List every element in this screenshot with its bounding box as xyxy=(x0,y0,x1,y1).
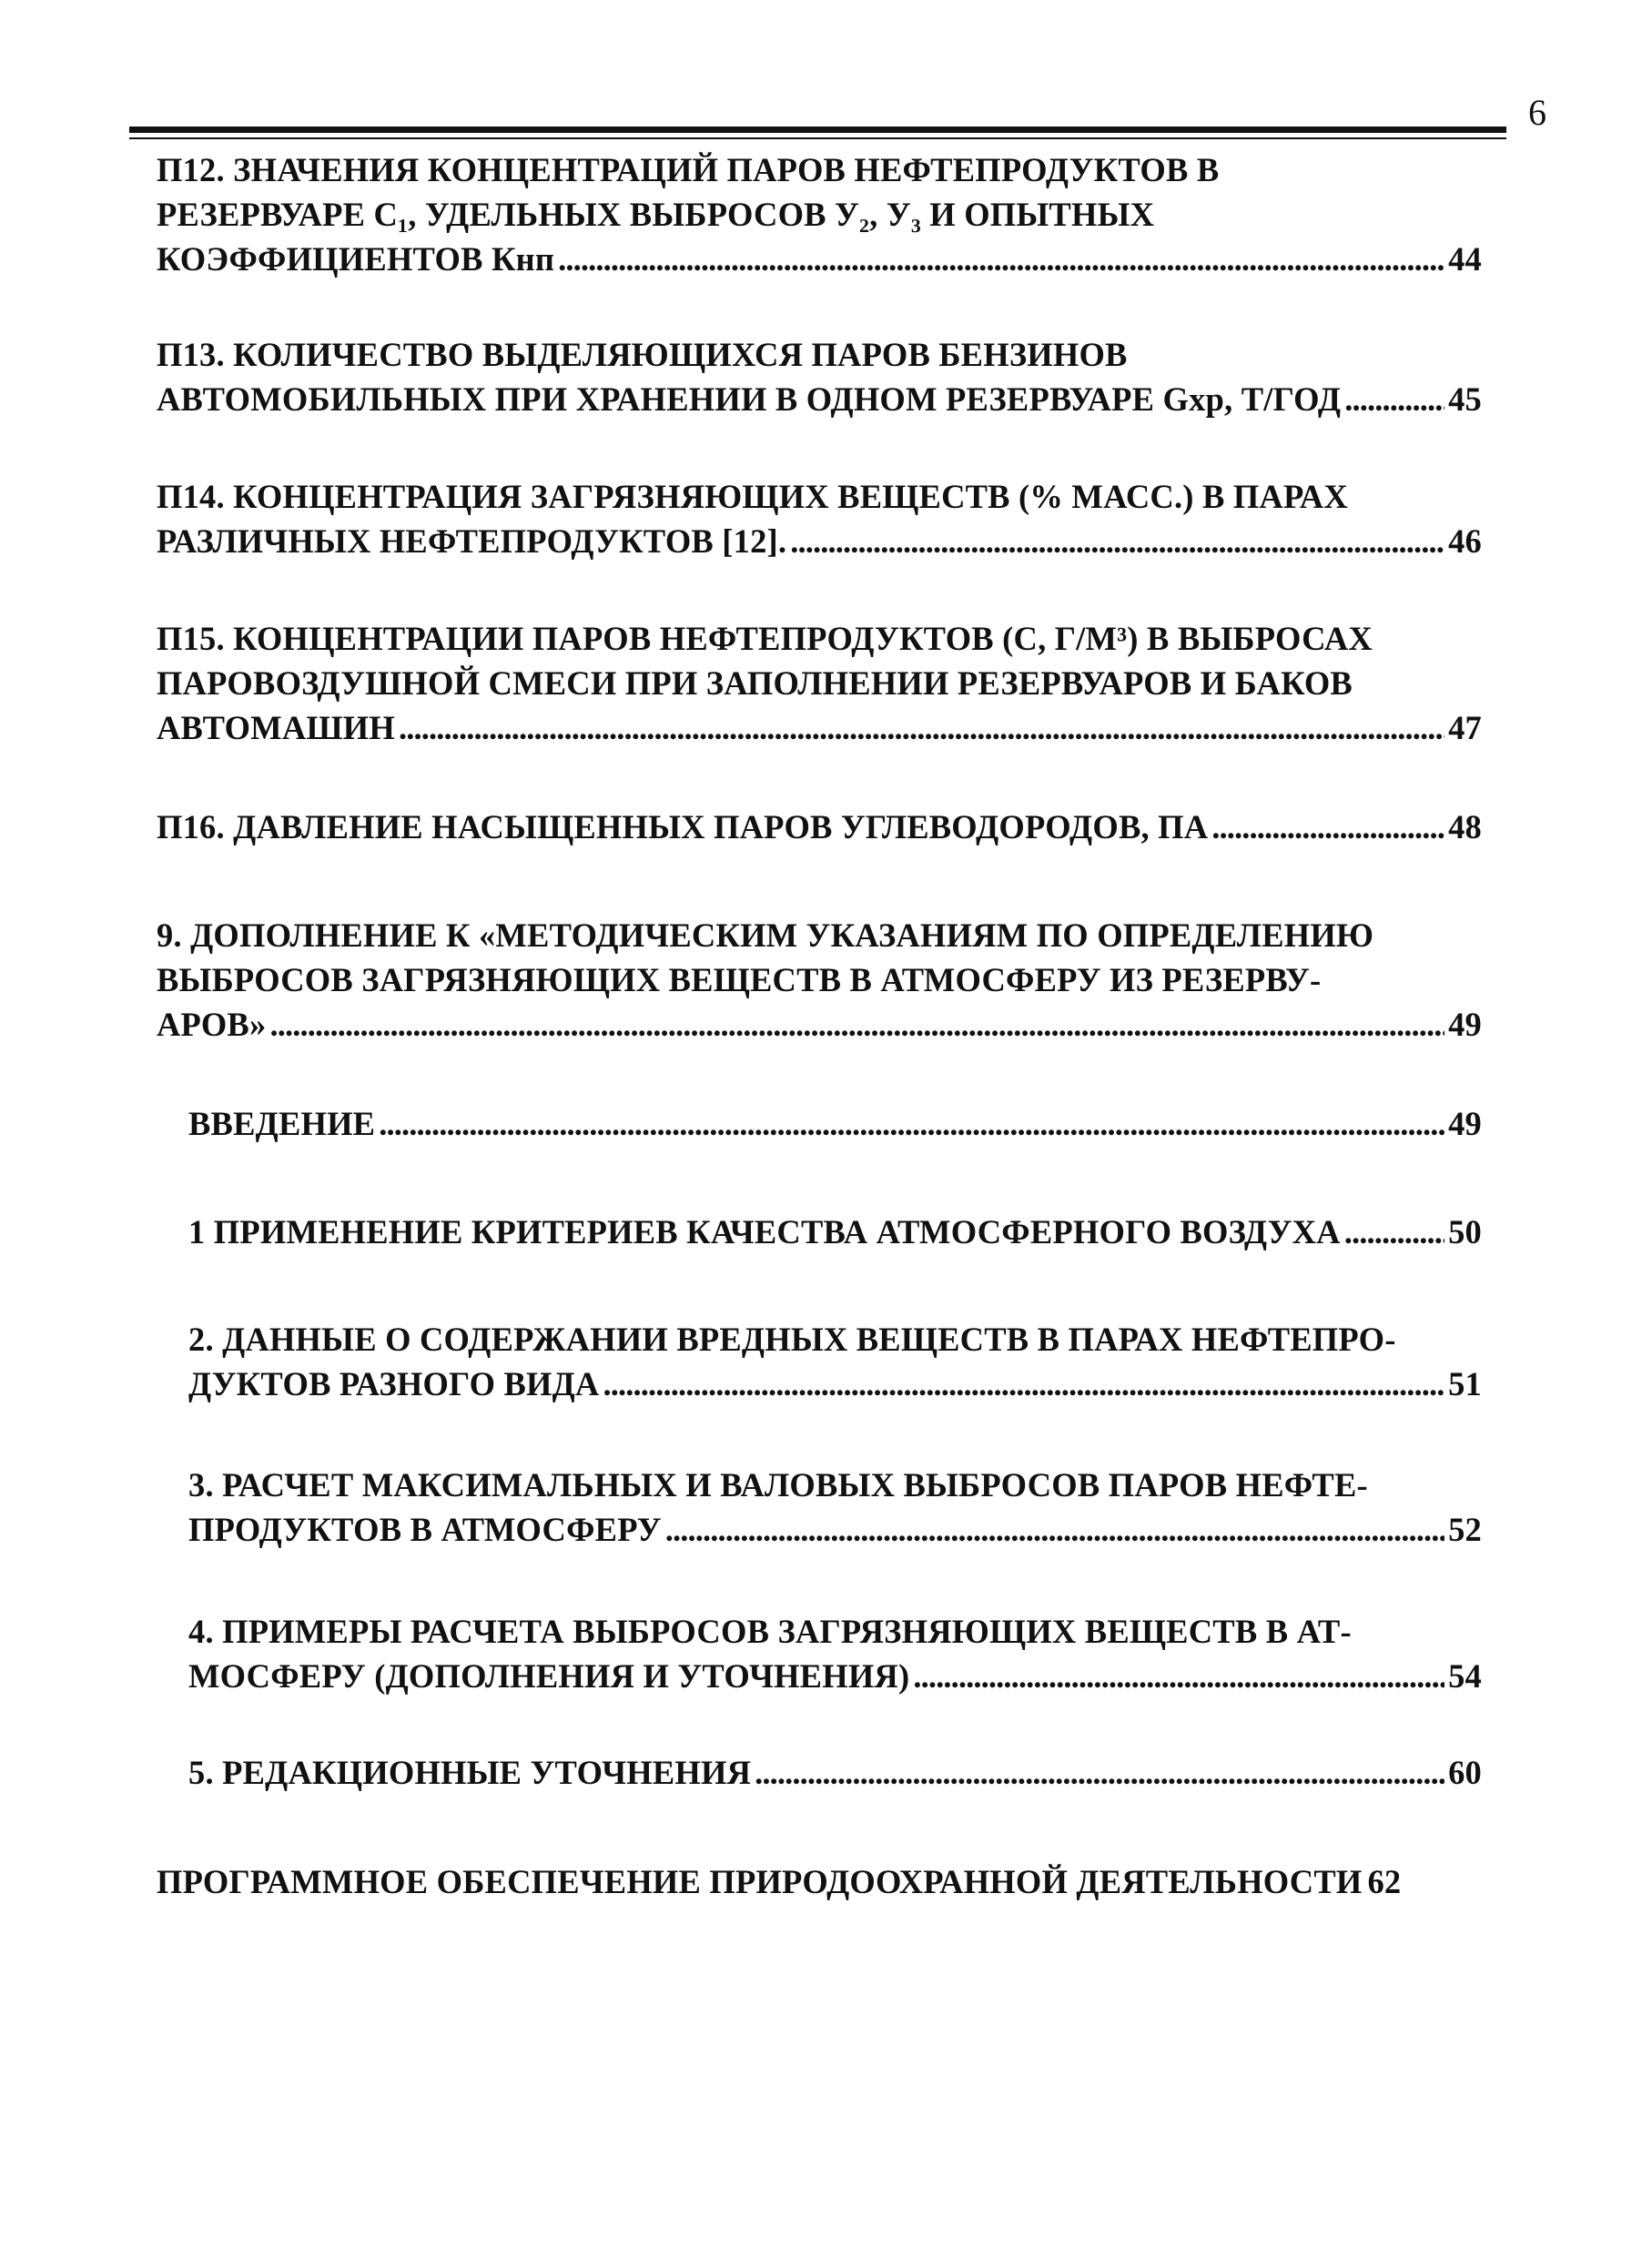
toc-entry-text: 9. ДОПОЛНЕНИЕ К «МЕТОДИЧЕСКИМ УКАЗАНИЯМ ПО ОПРЕДЕЛЕНИЮ xyxy=(157,916,1374,954)
toc-entry-last-line xyxy=(188,1362,1482,1406)
toc-page-number: 51 xyxy=(1448,1365,1482,1402)
dot-leader xyxy=(790,519,1444,563)
toc-entry-text: 5. РЕДАКЦИОННЫЕ УТОЧНЕНИЯ xyxy=(188,1754,752,1791)
toc-entry-text: 4. ПРИМЕРЫ РАСЧЕТА ВЫБРОСОВ ЗАГРЯЗНЯЮЩИХ ВЕЩЕСТВ В АТ- xyxy=(188,1613,1352,1650)
toc-entry-last-line xyxy=(188,1210,1482,1254)
toc-page-number: 44 xyxy=(1448,240,1482,278)
toc-page-number: 48 xyxy=(1448,808,1482,845)
toc-entry-text: ПРОГРАММНОЕ ОБЕСПЕЧЕНИЕ ПРИРОДООХРАННОЙ ДЕЯТЕЛЬНОСТИ xyxy=(157,1863,1363,1900)
toc-entry-last-line xyxy=(157,377,1482,421)
dot-leader xyxy=(399,705,1444,750)
dot-leader xyxy=(1344,377,1444,421)
toc-entry-5[interactable] xyxy=(188,1750,1482,1795)
toc-entry-last-line xyxy=(157,1859,1482,1904)
toc-entry-text: РЕЗЕРВУАРЕ С₁, УДЕЛЬНЫХ ВЫБРОСОВ У₂, У₃ И ОПЫТНЫХ xyxy=(157,196,1155,233)
toc-entry-text: 1 ПРИМЕНЕНИЕ КРИТЕРИЕВ КАЧЕСТВА АТМОСФЕРНОГО ВОЗДУХА xyxy=(188,1213,1341,1250)
toc-entry-1[interactable] xyxy=(188,1210,1482,1254)
toc-entry-text: ВЫБРОСОВ ЗАГРЯЗНЯЮЩИХ ВЕЩЕСТВ В АТМОСФЕРУ ИЗ РЕЗЕРВУ- xyxy=(157,961,1322,998)
dot-leader xyxy=(558,237,1444,281)
toc-entry-last-line xyxy=(157,237,1482,281)
toc-entry-text: П13. КОЛИЧЕСТВО ВЫДЕЛЯЮЩИХСЯ ПАРОВ БЕНЗИНОВ xyxy=(157,336,1128,373)
toc-entry-text: АРОВ» xyxy=(157,1006,267,1043)
toc-entry-text: РАЗЛИЧНЫХ НЕФТЕПРОДУКТОВ [12]. xyxy=(157,522,787,560)
toc-entry-p13[interactable] xyxy=(157,332,1482,421)
toc-entry-software[interactable] xyxy=(157,1859,1482,1904)
dot-leader xyxy=(665,1507,1444,1552)
toc-entry-3[interactable] xyxy=(188,1463,1482,1552)
toc-page-number: 52 xyxy=(1448,1511,1482,1548)
toc-entry-text: КОЭФФИЦИЕНТОВ Кнп xyxy=(157,240,555,278)
header-rule xyxy=(129,127,1506,133)
toc-page-number: 47 xyxy=(1448,709,1482,746)
toc-entry-p15[interactable] xyxy=(157,616,1482,750)
toc-entry-text: АВТОМАШИН xyxy=(157,709,395,746)
toc-entry-last-line xyxy=(188,1101,1482,1146)
toc-entry-last-line xyxy=(157,705,1482,750)
header-rule-thin xyxy=(129,137,1506,139)
toc-page-number: 62 xyxy=(1367,1863,1402,1900)
toc-entry-text: 3. РАСЧЕТ МАКСИМАЛЬНЫХ И ВАЛОВЫХ ВЫБРОСОВ ПАРОВ НЕФТЕ- xyxy=(188,1466,1368,1504)
dot-leader xyxy=(755,1750,1444,1795)
toc-page-number: 49 xyxy=(1448,1105,1482,1142)
toc-page-number: 46 xyxy=(1448,522,1482,560)
toc-entry-text: ДУКТОВ РАЗНОГО ВИДА xyxy=(188,1365,600,1402)
toc-page-number: 49 xyxy=(1448,1006,1482,1043)
dot-leader xyxy=(379,1101,1444,1146)
toc-entry-text: ПРОДУКТОВ В АТМОСФЕРУ xyxy=(188,1511,662,1548)
toc-entry-last-line xyxy=(188,1750,1482,1795)
toc-entry-4[interactable] xyxy=(188,1609,1482,1698)
toc-entry-last-line xyxy=(188,1654,1482,1698)
toc-entry-last-line xyxy=(188,1507,1482,1552)
toc-page-number: 50 xyxy=(1448,1213,1482,1250)
dot-leader xyxy=(913,1654,1444,1698)
dot-leader xyxy=(269,1002,1444,1047)
toc-entry-2[interactable] xyxy=(188,1317,1482,1406)
toc-entry-last-line xyxy=(157,805,1482,849)
toc-entry-text: ВВЕДЕНИЕ xyxy=(188,1105,376,1142)
toc-page-number: 45 xyxy=(1448,380,1482,418)
page-number: 6 xyxy=(1528,92,1546,133)
toc-entry-p14[interactable] xyxy=(157,474,1482,563)
toc-entry-last-line xyxy=(157,519,1482,563)
toc-entry-section-9[interactable] xyxy=(157,913,1482,1047)
toc-entry-text: П15. КОНЦЕНТРАЦИИ ПАРОВ НЕФТЕПРОДУКТОВ (С, Г/М³) В ВЫБРОСАХ xyxy=(157,620,1373,657)
toc-entry-introduction[interactable] xyxy=(188,1101,1482,1146)
toc-page-number: 60 xyxy=(1448,1754,1482,1791)
dot-leader xyxy=(603,1362,1445,1406)
toc-entry-text: МОСФЕРУ (ДОПОЛНЕНИЯ И УТОЧНЕНИЯ) xyxy=(188,1657,910,1695)
toc-page-number: 54 xyxy=(1448,1657,1482,1695)
dot-leader xyxy=(1211,805,1444,849)
dot-leader xyxy=(1344,1210,1444,1254)
toc-entry-text: 2. ДАННЫЕ О СОДЕРЖАНИИ ВРЕДНЫХ ВЕЩЕСТВ В ПАРАХ НЕФТЕПРО- xyxy=(188,1321,1396,1358)
toc-entry-text: ПАРОВОЗДУШНОЙ СМЕСИ ПРИ ЗАПОЛНЕНИИ РЕЗЕРВУАРОВ И БАКОВ xyxy=(157,664,1353,702)
toc-entry-last-line xyxy=(157,1002,1482,1047)
toc-entry-p12[interactable] xyxy=(157,147,1482,281)
toc-entry-text: АВТОМОБИЛЬНЫХ ПРИ ХРАНЕНИИ В ОДНОМ РЕЗЕРВУАРЕ Gхр, Т/ГОД xyxy=(157,380,1342,418)
toc-entry-text: П12. ЗНАЧЕНИЯ КОНЦЕНТРАЦИЙ ПАРОВ НЕФТЕПРОДУКТОВ В xyxy=(157,151,1220,188)
toc-entry-p16[interactable] xyxy=(157,805,1482,849)
toc-entry-text: П16. ДАВЛЕНИЕ НАСЫЩЕННЫХ ПАРОВ УГЛЕВОДОРОДОВ, ПА xyxy=(157,808,1209,845)
toc-entry-text: П14. КОНЦЕНТРАЦИЯ ЗАГРЯЗНЯЮЩИХ ВЕЩЕСТВ (% МАСС.) В ПАРАХ xyxy=(157,478,1348,515)
